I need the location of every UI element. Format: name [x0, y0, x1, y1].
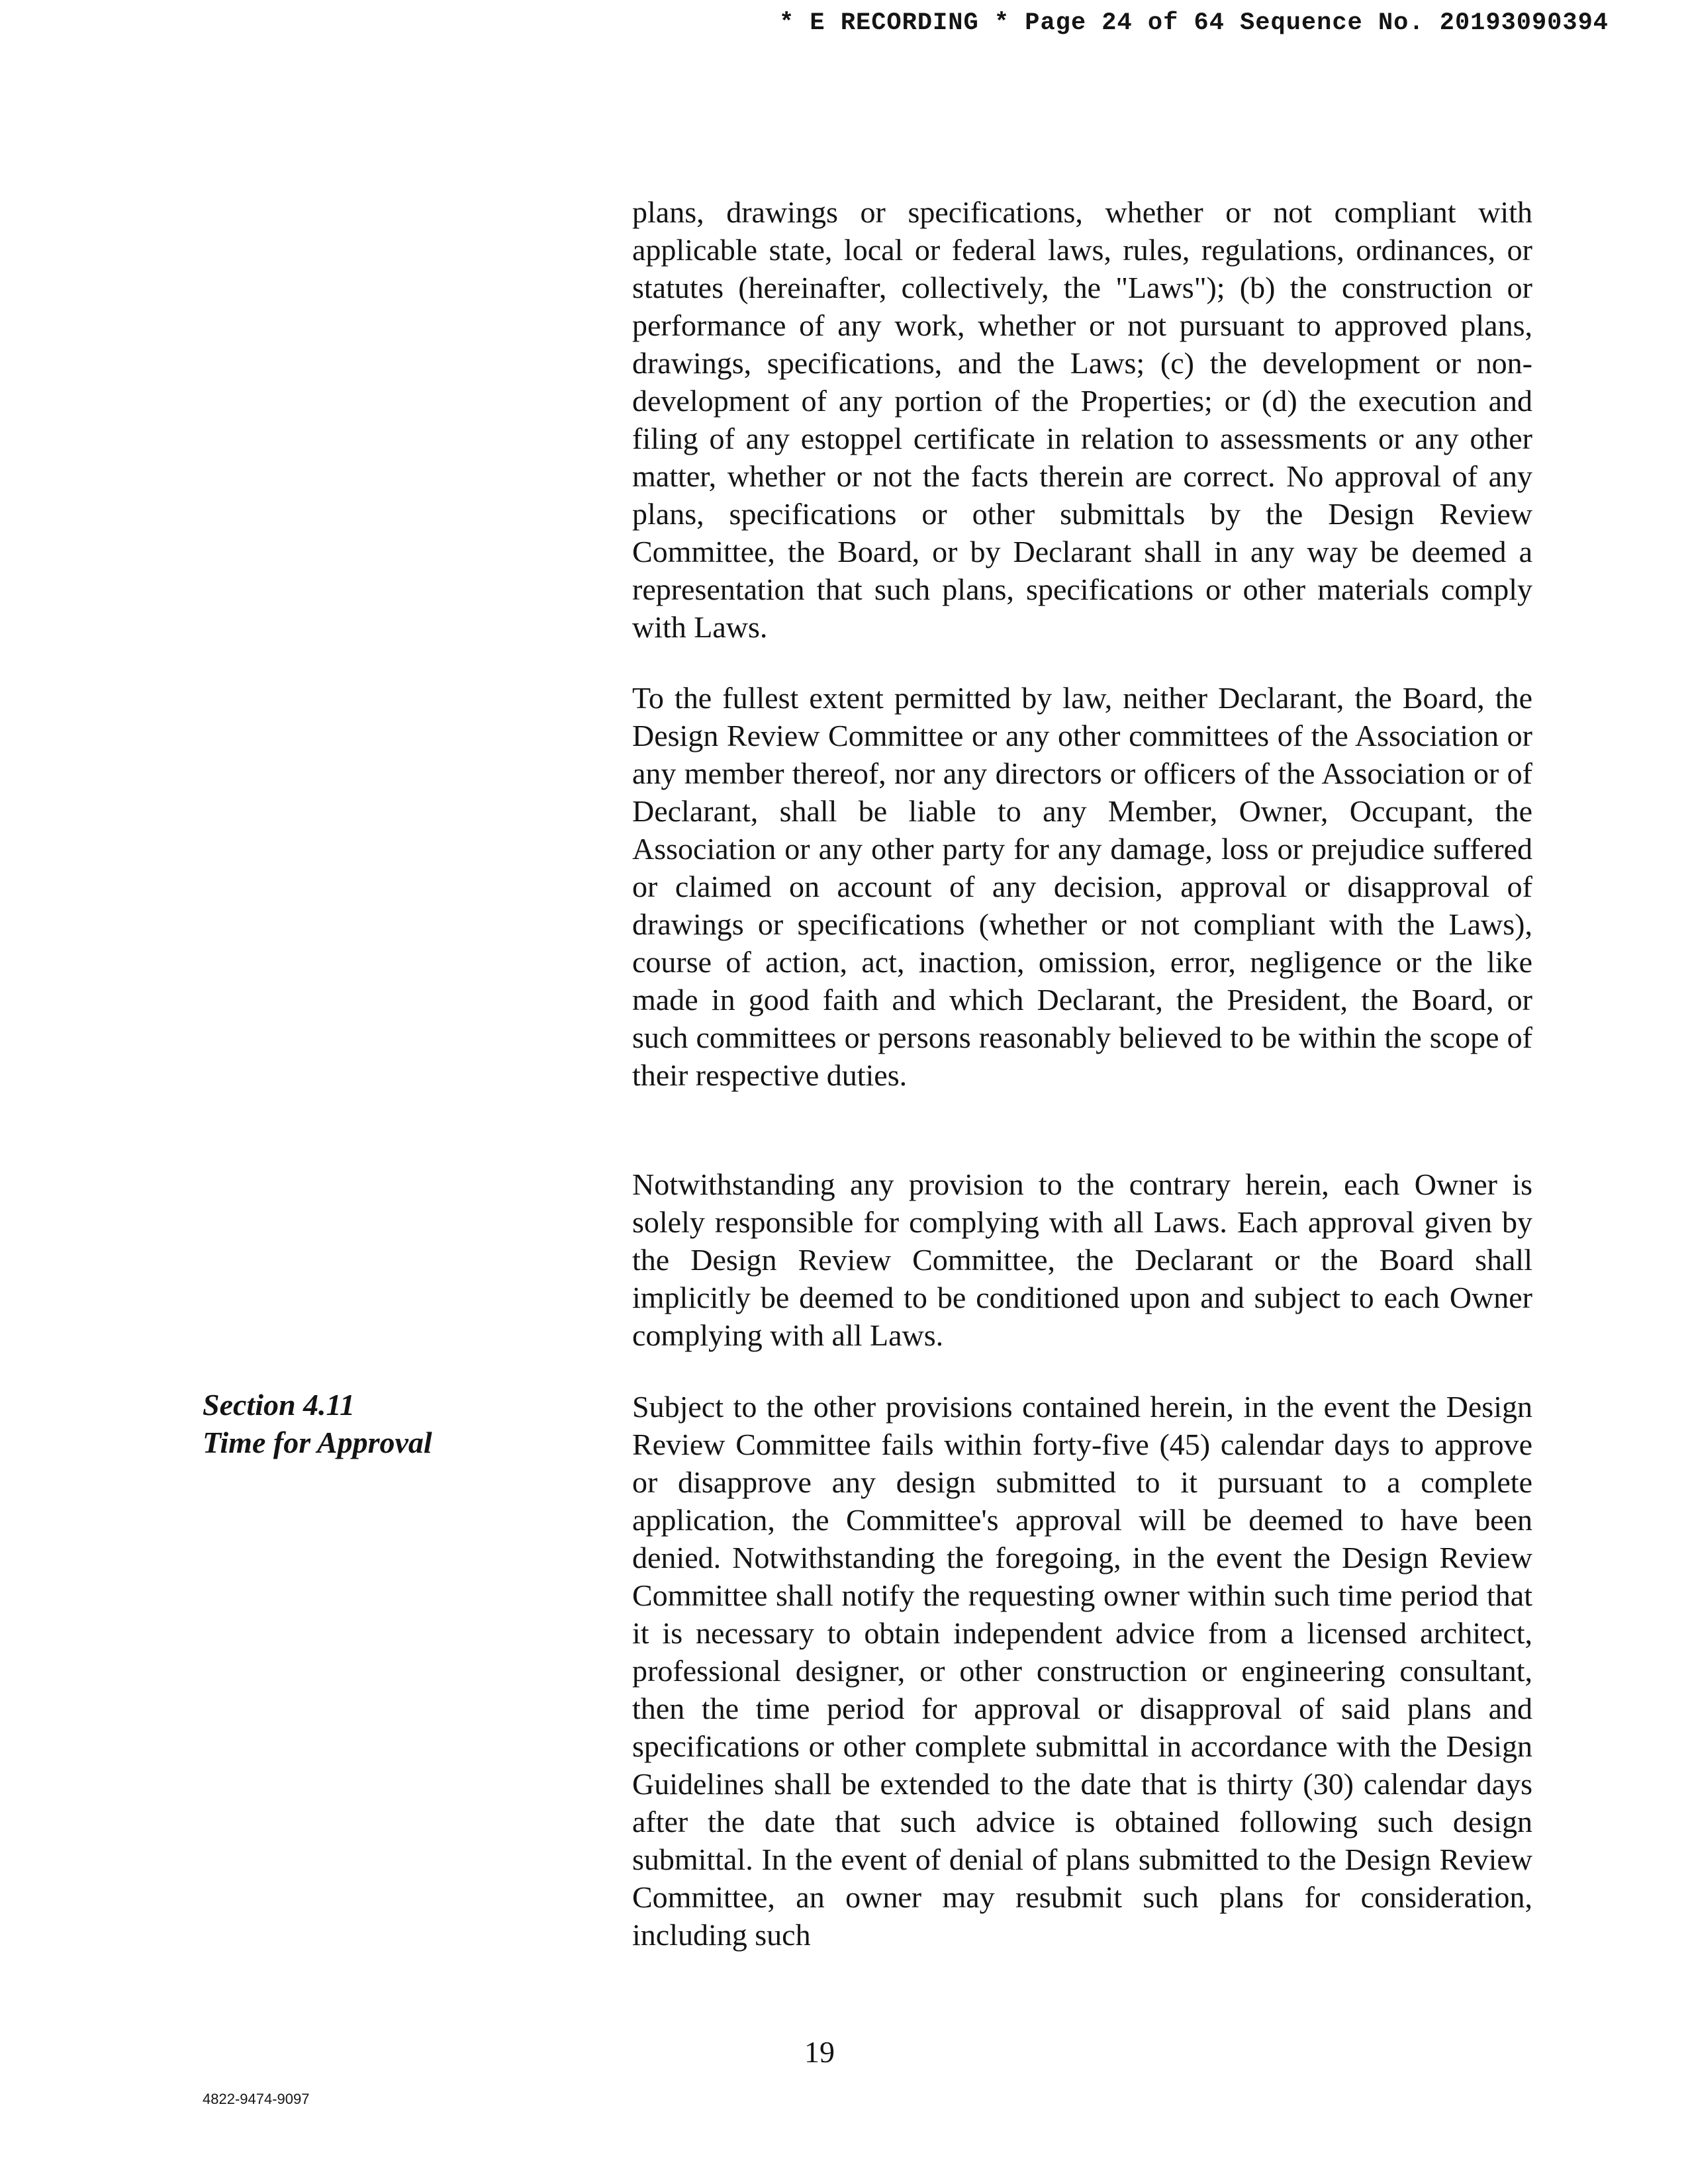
section-title: Time for Approval	[203, 1426, 432, 1459]
body-column-4	[632, 1388, 1532, 1984]
page-number: 19	[804, 2035, 835, 2069]
paragraph-liability-scope: plans, drawings or specifications, whether or not compliant with applicable state, local or federal laws, rules, regulations, ordinances, or statutes (hereinafter, collectively, the "Laws"); (b) the construction or performance of any work, whether or not pursuant to approved plans, drawings, specifications, and the Laws; (c) the development or non-development of any portion of the Properties; or (d) the execution and filing of any estoppel certificate in relation to assessments or any other matter, whether or not the facts therein are correct. No approval of any plans, specifications or other submittals by the Design Review Committee, the Board, or by Declarant shall in any way be deemed a representation that such plans, specifications or other materials comply with Laws.	[632, 195, 1532, 644]
body-column-1	[632, 193, 1532, 676]
recording-stamp: * E RECORDING * Page 24 of 64 Sequence No. 20193090394	[779, 9, 1609, 37]
body-column-3	[632, 1165, 1532, 1385]
document-id: 4822-9474-9097	[203, 2091, 310, 2107]
paragraph-time-for-approval: Subject to the other provisions contained herein, in the event the Design Review Committee fails within forty-five (45) calendar days to approve or disapprove any design submitted to it pursuant to a complete application, the Committee's approval will be deemed to have been denied. Notwithstanding the foregoing, in the event the Design Review Committee shall notify the requesting owner within such time period that it is necessary to obtain independent advice from a licensed architect, professional designer, or other construction or engineering consultant, then the time period for approval or disapproval of said plans and specifications or other complete submittal in accordance with the Design Guidelines shall be extended to the date that is thirty (30) calendar days after the date that such advice is obtained following such design submittal. In the event of denial of plans submitted to the Design Review Committee, an owner may resubmit such plans for consideration, including such	[632, 1390, 1532, 1952]
body-column-2	[632, 679, 1532, 1124]
section-number: Section 4.11	[203, 1388, 355, 1422]
paragraph-owner-compliance: Notwithstanding any provision to the contrary herein, each Owner is solely responsible for complying with all Laws. Each approval given by the Design Review Committee, the Declarant or the Board shall implicitly be deemed to be conditioned upon and subject to each Owner complying with all Laws.	[632, 1167, 1532, 1352]
paragraph-limitation-of-liability: To the fullest extent permitted by law, neither Declarant, the Board, the Design Review Committee or any other committees of the Association or any member thereof, nor any directors or officers of the Association or of Declarant, shall be liable to any Member, Owner, Occupant, the Association or any other party for any damage, loss or prejudice suffered or claimed on account of any decision, approval or disapproval of drawings or specifications (whether or not compliant with the Laws), course of action, act, inaction, omission, error, negligence or the like made in good faith and which Declarant, the President, the Board, or such committees or persons reasonably believed to be within the scope of their respective duties.	[632, 681, 1532, 1092]
section-heading	[203, 1386, 432, 1461]
